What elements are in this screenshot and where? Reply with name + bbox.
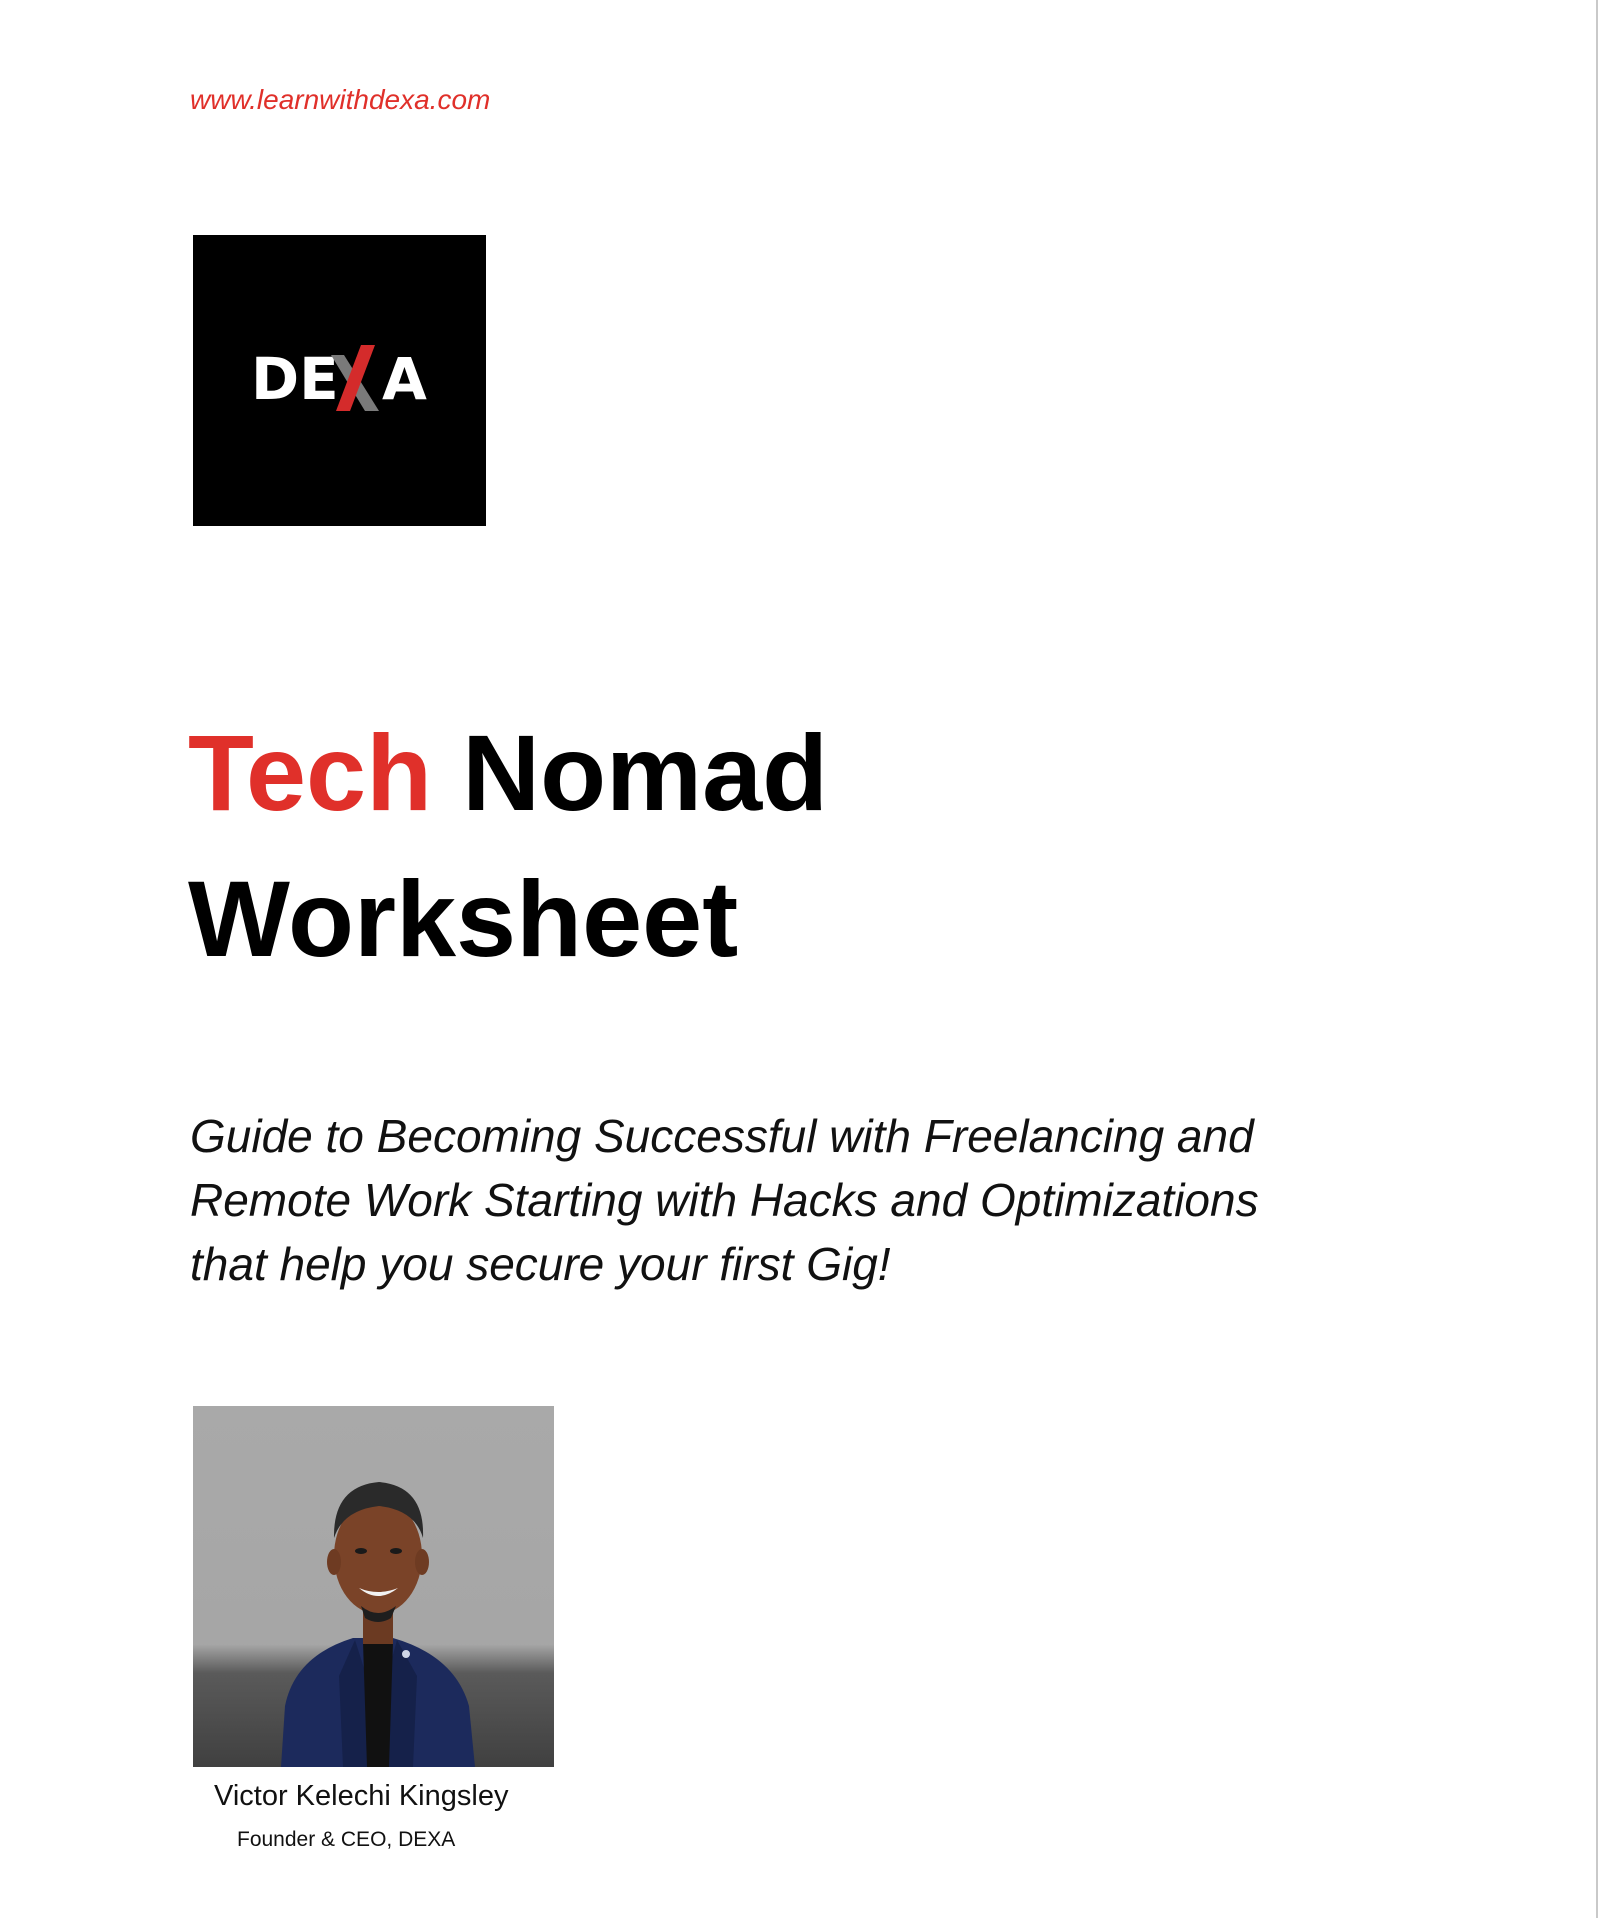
author-role: Founder & CEO, DEXA [237,1828,456,1851]
title-word-worksheet: Worksheet [188,858,739,979]
subtitle-line-3: that help you secure your first Gig! [190,1238,891,1290]
document-title [188,700,828,992]
subtitle-line-1: Guide to Becoming Successful with Freelancing and [190,1110,1254,1162]
document-subtitle [190,1104,1390,1296]
title-accent-word: Tech [188,712,433,833]
author-portrait-icon [193,1406,554,1767]
dexa-logo [193,235,486,526]
author-portrait-photo [193,1406,554,1767]
author-name: Victor Kelechi Kingsley [214,1780,509,1812]
subtitle-line-2: Remote Work Starting with Hacks and Optimizations [190,1174,1259,1226]
title-word-nomad: Nomad [462,712,829,833]
logo-letters-de: DE [251,345,339,413]
website-url: www.learnwithdexa.com [190,84,491,115]
logo-letter-a: A [382,345,427,413]
dexa-logo-icon [193,235,486,526]
